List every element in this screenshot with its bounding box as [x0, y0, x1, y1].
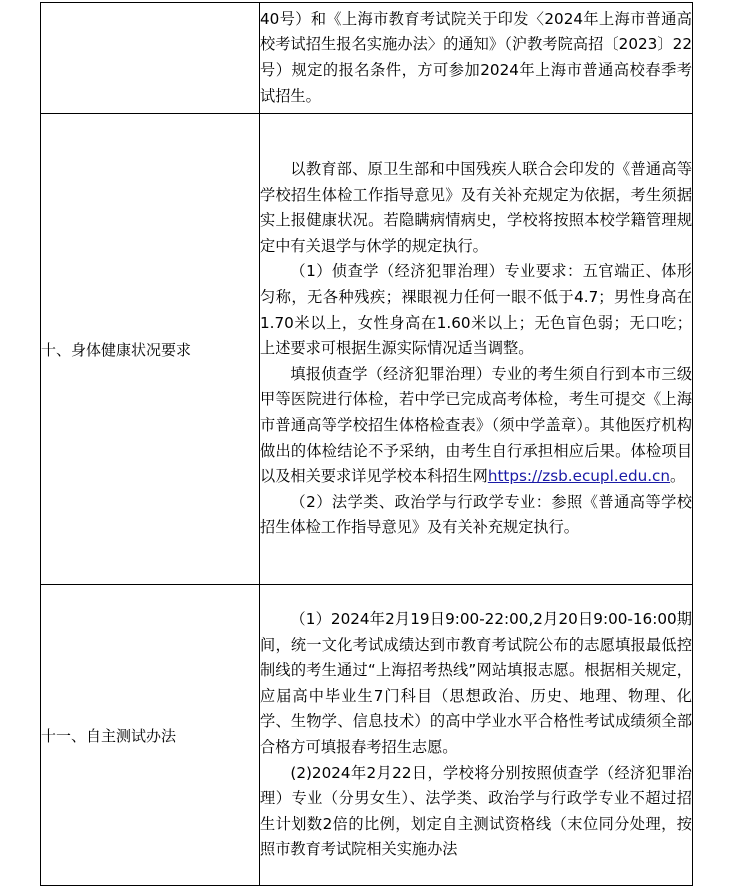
row-content-self-test	[260, 585, 693, 886]
self-test-paragraph-2: (2)2024年2月22日，学校将分别按照侦查学（经济犯罪治理）专业（分男女生）、法学类、政治学与行政学专业不超过招生计划数2倍的比例，划定自主测试资格线（末位同分处理，按照市教育考试院相关实施办法	[260, 763, 692, 859]
row-content-registration	[260, 3, 693, 114]
table-row-self-test	[41, 585, 693, 886]
row-content-health	[260, 114, 693, 585]
health-exam-paragraph	[260, 362, 692, 490]
row-label-health: 十、身体健康状况要求	[41, 114, 260, 585]
health-law-requirements: （2）法学类、政治学与行政学专业：参照《普通高等学校招生体检工作指导意见》及有关补充规定执行。	[260, 492, 692, 537]
self-test-paragraph-1: （1）2024年2月19日9:00-22:00,2月20日9:00-16:00期间，统一文化考试成绩达到市教育考试院公布的志愿填报最低控制线的考生通过“上海招考热线”网站填报志愿。根据相关规定，应届高中毕业生7门科目（思想政治、历史、地理、物理、化学、生物学、信息技术）的高中学业水平合格性考试成绩须全部合格方可填报春考招生志愿。	[260, 610, 692, 756]
row-label-self-test: 十一、自主测试办法	[41, 585, 260, 886]
table-row-health	[41, 114, 693, 585]
table-row-registration	[41, 3, 693, 114]
row-label-registration	[41, 3, 260, 114]
registration-paragraph: 40号）和《上海市教育考试院关于印发〈2024年上海市普通高校考试招生报名实施办法〉的通知》（沪教考院高招〔2023〕22号）规定的报名条件，方可参加2024年上海市普通高校春季考试招生。	[260, 9, 692, 105]
health-exam-text: 填报侦查学（经济犯罪治理）专业的考生须自行到本市三级甲等医院进行体检，若中学已完成高考体检，考生可提交《上海市普通高等学校招生体格检查表》（须中学盖章）。其他医疗机构做出的体检结论不予采纳，由考生自行承担相应后果。体检项目以及相关要求详见学校本科招生网	[260, 364, 692, 486]
health-intro-paragraph: 以教育部、原卫生部和中国残疾人联合会印发的《普通高等学校招生体检工作指导意见》及有关补充规定为依据，考生须据实上报健康状况。若隐瞒病情病史，学校将按照本校学籍管理规定中有关退学与休学的规定执行。	[260, 160, 692, 255]
admission-rules-table	[40, 2, 693, 886]
health-exam-end: 。	[670, 467, 686, 486]
health-investigation-requirements: （1）侦查学（经济犯罪治理）专业要求：五官端正、体形匀称，无各种残疾；裸眼视力任何一眼不低于4.7；男性身高在1.70米以上，女性身高在1.60米以上；无色盲色弱；无口吃；上述要求可根据生源实际情况适当调整。	[260, 262, 692, 358]
admission-website-link[interactable]: https://zsb.ecupl.edu.cn	[487, 467, 671, 486]
